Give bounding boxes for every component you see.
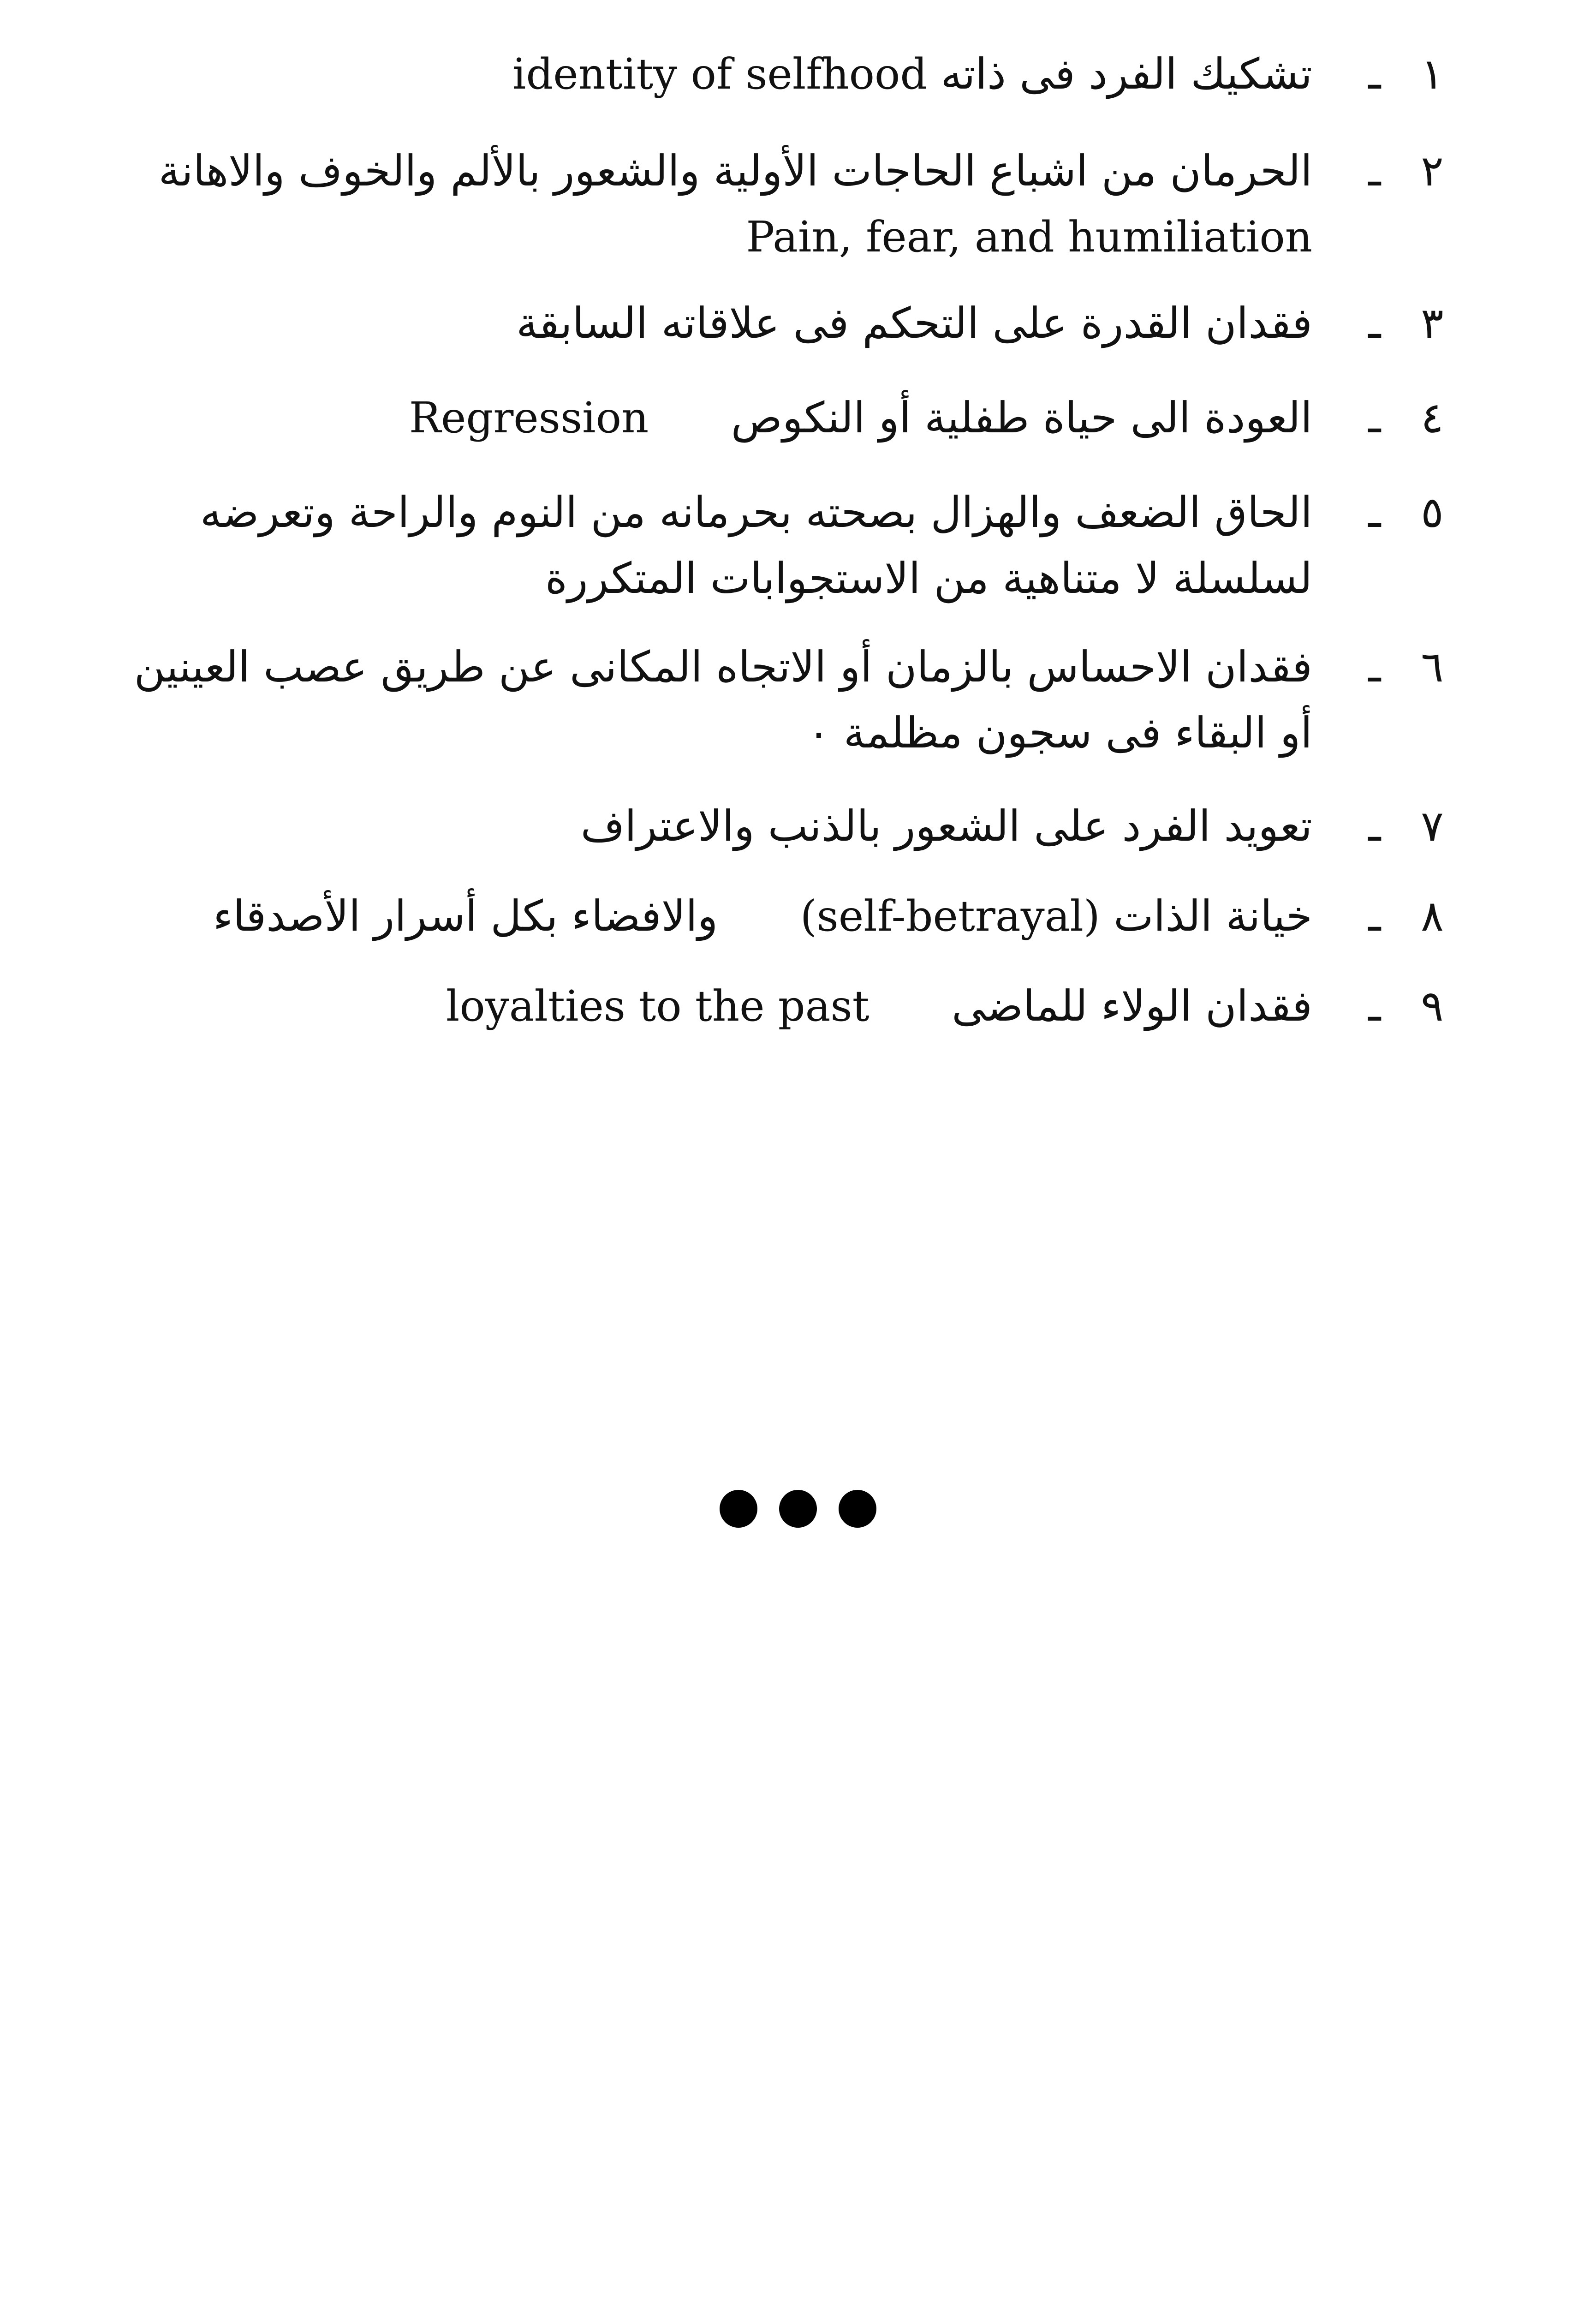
item-number: ٢ — [1421, 146, 1444, 196]
item-text-english: loyalties to the past — [446, 981, 869, 1031]
item-text-arabic: تعويد الفرد على الشعور بالذنب والاعتراف — [580, 801, 1312, 851]
item-number: ١ — [1421, 49, 1444, 99]
list-item-2 — [127, 138, 1465, 270]
separator-dot-icon — [720, 1490, 757, 1528]
item-dash: ـ — [1368, 146, 1381, 196]
item-text-english: Regression — [409, 393, 649, 442]
list-item-5 — [127, 480, 1465, 611]
list-item-8 — [127, 884, 1465, 950]
item-number: ٤ — [1421, 393, 1444, 442]
item-number: ٦ — [1421, 642, 1444, 692]
item-dash: ـ — [1368, 891, 1381, 941]
item-text-arabic: العودة الى حياة طفلية أو النكوص — [731, 393, 1312, 442]
item-text-english: (self-betrayal) — [800, 891, 1100, 941]
item-number: ٨ — [1421, 891, 1444, 941]
separator-dot-icon — [839, 1490, 876, 1528]
list-item-4 — [127, 385, 1465, 451]
item-dash: ـ — [1368, 299, 1381, 348]
item-number: ٣ — [1421, 299, 1444, 348]
item-dash: ـ — [1368, 642, 1381, 692]
item-dash: ـ — [1368, 393, 1381, 442]
item-number: ٥ — [1421, 488, 1444, 537]
item-number: ٩ — [1421, 981, 1444, 1031]
list-item-9 — [127, 974, 1465, 1040]
separator-dot-icon — [779, 1490, 817, 1528]
item-number: ٧ — [1421, 801, 1444, 851]
item-dash: ـ — [1368, 981, 1381, 1031]
list-item-7 — [127, 794, 1465, 860]
section-separator-dots — [720, 1486, 876, 1532]
item-text-arabic: فقدان الولاء للماضى — [952, 981, 1312, 1031]
item-text-english: Pain, fear, and humiliation — [746, 212, 1312, 262]
item-text-english: identity of selfhood — [512, 49, 928, 99]
list-item-1 — [127, 42, 1465, 108]
item-text-arabic: فقدان الاحساس بالزمان أو الاتجاه المكانى عن طريق عصب العينين أو البقاء فى سجون مظلمة ٠ — [134, 642, 1312, 758]
item-text-arabic: فقدان القدرة على التحكم فى علاقاته السابقة — [516, 299, 1312, 348]
item-text-arabic-continued: والافضاء بكل أسرار الأصدقاء — [213, 891, 718, 941]
item-text-arabic: الحاق الضعف والهزال بصحته بحرمانه من النوم والراحة وتعرضه لسلسلة لا متناهية من الاستجوابات المتكررة — [200, 488, 1312, 603]
list-item-3 — [127, 291, 1465, 357]
item-dash: ـ — [1368, 488, 1381, 537]
item-text-arabic: تشكيك الفرد فى ذاته — [941, 49, 1312, 99]
list-item-6 — [127, 634, 1465, 766]
item-dash: ـ — [1368, 801, 1381, 851]
item-dash: ـ — [1368, 49, 1381, 99]
item-text-arabic: الحرمان من اشباع الحاجات الأولية والشعور بالألم والخوف والاهانة — [158, 146, 1312, 196]
item-text-arabic: خيانة الذات — [1114, 891, 1312, 941]
